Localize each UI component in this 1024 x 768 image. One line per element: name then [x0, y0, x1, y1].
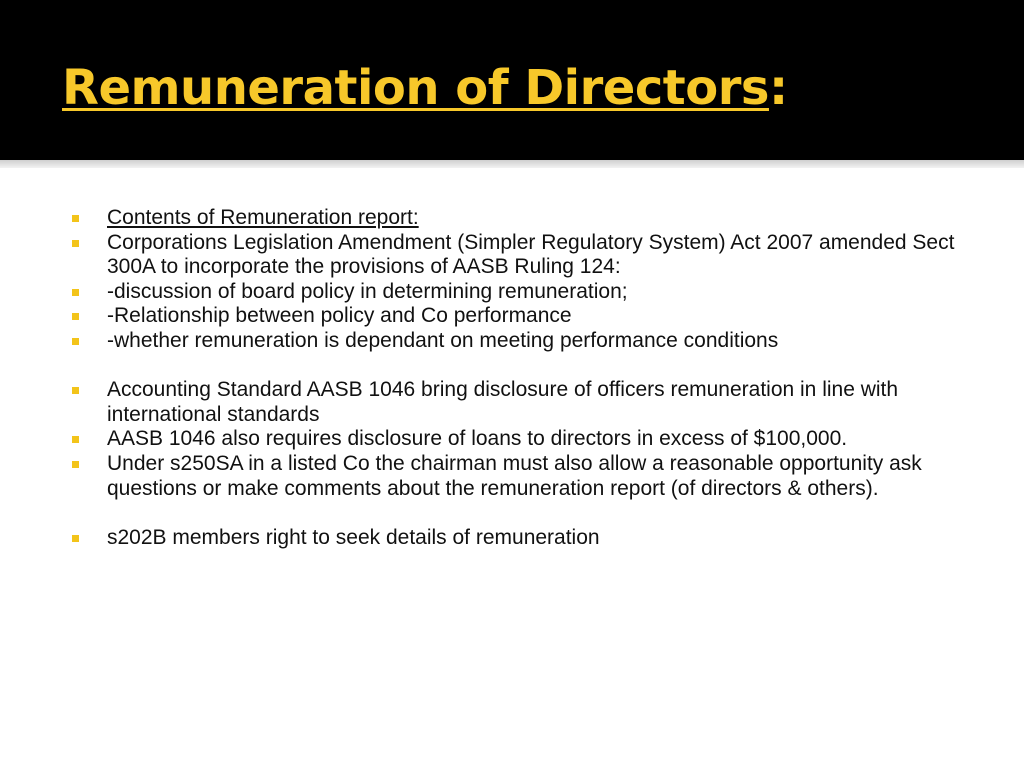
bullet-text: -Relationship between policy and Co performance	[107, 304, 572, 328]
bullet-item	[72, 231, 972, 280]
slide-title-colon: :	[768, 60, 788, 116]
bullet-item	[72, 452, 972, 501]
bullet-square-icon	[72, 461, 79, 468]
bullet-square-icon	[72, 338, 79, 345]
bullet-item	[72, 378, 972, 427]
bullet-text: Contents of Remuneration report:	[107, 206, 419, 229]
bullet-text: Under s250SA in a listed Co the chairman must also allow a reasonable opportunity ask questions or make comments about the remuneration report (of directors & others).	[107, 451, 922, 500]
bullet-item	[72, 329, 972, 354]
bullet-square-icon	[72, 215, 79, 222]
bullet-square-icon	[72, 313, 79, 320]
bullet-text: Accounting Standard AASB 1046 bring disclosure of officers remuneration in line with international standards	[107, 378, 899, 426]
bullet-square-icon	[72, 535, 79, 542]
bullet-square-icon	[72, 436, 79, 443]
bullet-square-icon	[72, 387, 79, 394]
bullet-square-icon	[72, 240, 79, 247]
bullet-text: -discussion of board policy in determining remuneration;	[107, 279, 628, 303]
slide-title	[62, 52, 788, 124]
bullet-item	[72, 427, 972, 452]
bullet-item	[72, 526, 972, 551]
bullet-text: Corporations Legislation Amendment (Simpler Regulatory System) Act 2007 amended Sect 300A to incorporate the provisions of AASB Ruling 124:	[107, 230, 955, 279]
bullet-list	[72, 206, 972, 550]
bullet-item	[72, 206, 972, 231]
bullet-text: -whether remuneration is dependant on meeting performance conditions	[107, 328, 779, 352]
bullet-item	[72, 280, 972, 305]
bullet-text: s202B members right to seek details of remuneration	[107, 525, 600, 549]
bullet-square-icon	[72, 289, 79, 296]
title-divider	[0, 160, 1024, 168]
bullet-item	[72, 304, 972, 329]
slide-title-text: Remuneration of Directors	[62, 60, 769, 116]
bullet-text: AASB 1046 also requires disclosure of loans to directors in excess of $100,000.	[107, 427, 848, 451]
